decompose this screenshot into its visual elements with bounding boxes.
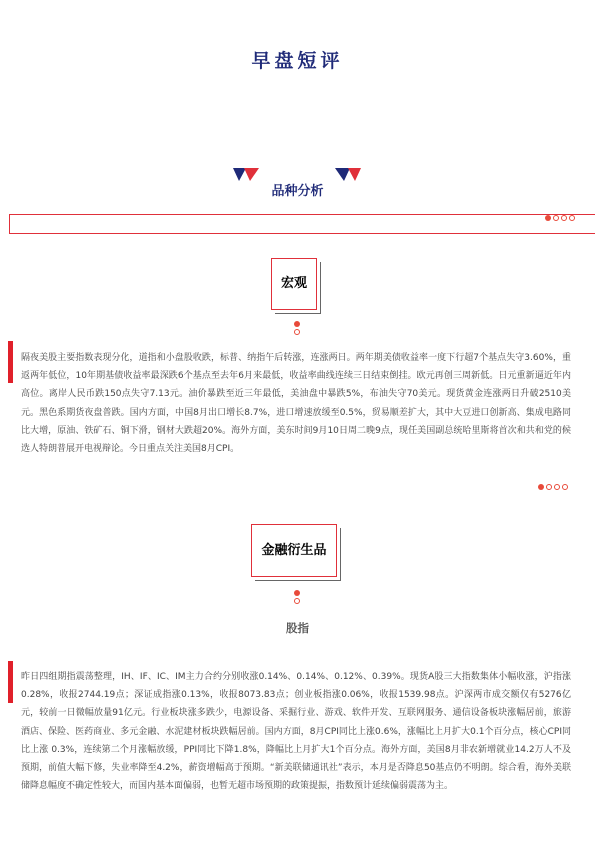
section-label-macro: 宏观 [280, 276, 307, 291]
paragraph-marker [8, 661, 13, 703]
section-box-macro [271, 258, 317, 310]
macro-paragraph: 隔夜美股主要指数表现分化，道指和小盘股收跌，标普、纳指午后转涨，连涨两日。两年期美债收益率一度下行超7个基点失守3.60%，重返两年低位，10年期基债收益率最深跌6个基点至去年6月来最低，收益率曲线连续三日结束倒挂。欧元再创三周新低。日元重新逼近年内高位。离岸人民币跌150点失守7.13元。油价暴跌至近三年最低，美油盘中暴跌5%，布油失守70美元。现货黄金连涨两日升破2510美元。黑色系期货夜盘普跌。国内方面，中国8月出口增长8.7%，进口增速放缓至0.5%，贸易顺差扩大，其中大豆进口创新高、集成电路同比大增，原油、铁矿石、铜下滑，钢材大跌超20%。海外方面，美东时间9月10日周二晚9点，现任美国副总统哈里斯将首次和共和党的候选人特朗普展开电视辩论。今日重点关注美国8月CPI。 [21, 353, 571, 455]
section-divider-bar [9, 214, 595, 234]
subhead-stock-index: 股指 [286, 621, 309, 635]
dots-decoration [538, 484, 568, 490]
section-box-derivatives [251, 524, 337, 577]
dots-decoration [545, 215, 575, 221]
page-title: 早盘短评 [251, 50, 344, 72]
connector-dots [293, 321, 301, 335]
stock-index-paragraph: 昨日四组期指震荡整理，IH、IF、IC、IM主力合约分别收涨0.14%、0.14%、0.12%、0.39%。现货A股三大指数集体小幅收涨，沪指涨0.28%，收报2744.19点；深证成指涨0.13%，收报8073.83点；创业板指涨0.06%，收报1539.98点。沪深两市成交额仅有5276亿元，较前一日微幅放量91亿元。行业板块涨多跌少，电源设备、采掘行业、游戏、软件开发、互联网服务、通信设备板块涨幅居前，旅游酒店、保险、医药商业、多元金融、水泥建材板块跌幅居前。国内方面，8月CPI同比上涨0.6%，涨幅比上月扩大0.1个百分点，核心CPI同比上涨 0.3%，连续第二个月涨幅放缓，PPI同比下降1.8%，降幅比上月扩大1个百分点。海外方面，美国8月非农新增就业14.2万人不及预期，前值大幅下修，失业率降至4.2%，薪资增幅高于预期。“新美联储通讯社”表示，本月是否降息50基点仍不明朗。综合看，海外美联储降息幅度不确定性较大，而国内基本面偏弱，也暂无超市场预期的政策提振，指数预计延续偏弱震荡为主。 [21, 672, 571, 792]
section-label-derivatives: 金融衍生品 [261, 543, 327, 558]
chapter-header [0, 168, 595, 198]
paragraph-marker [8, 341, 13, 383]
chapter-title: 品种分析 [271, 184, 324, 199]
connector-dots [293, 590, 301, 604]
